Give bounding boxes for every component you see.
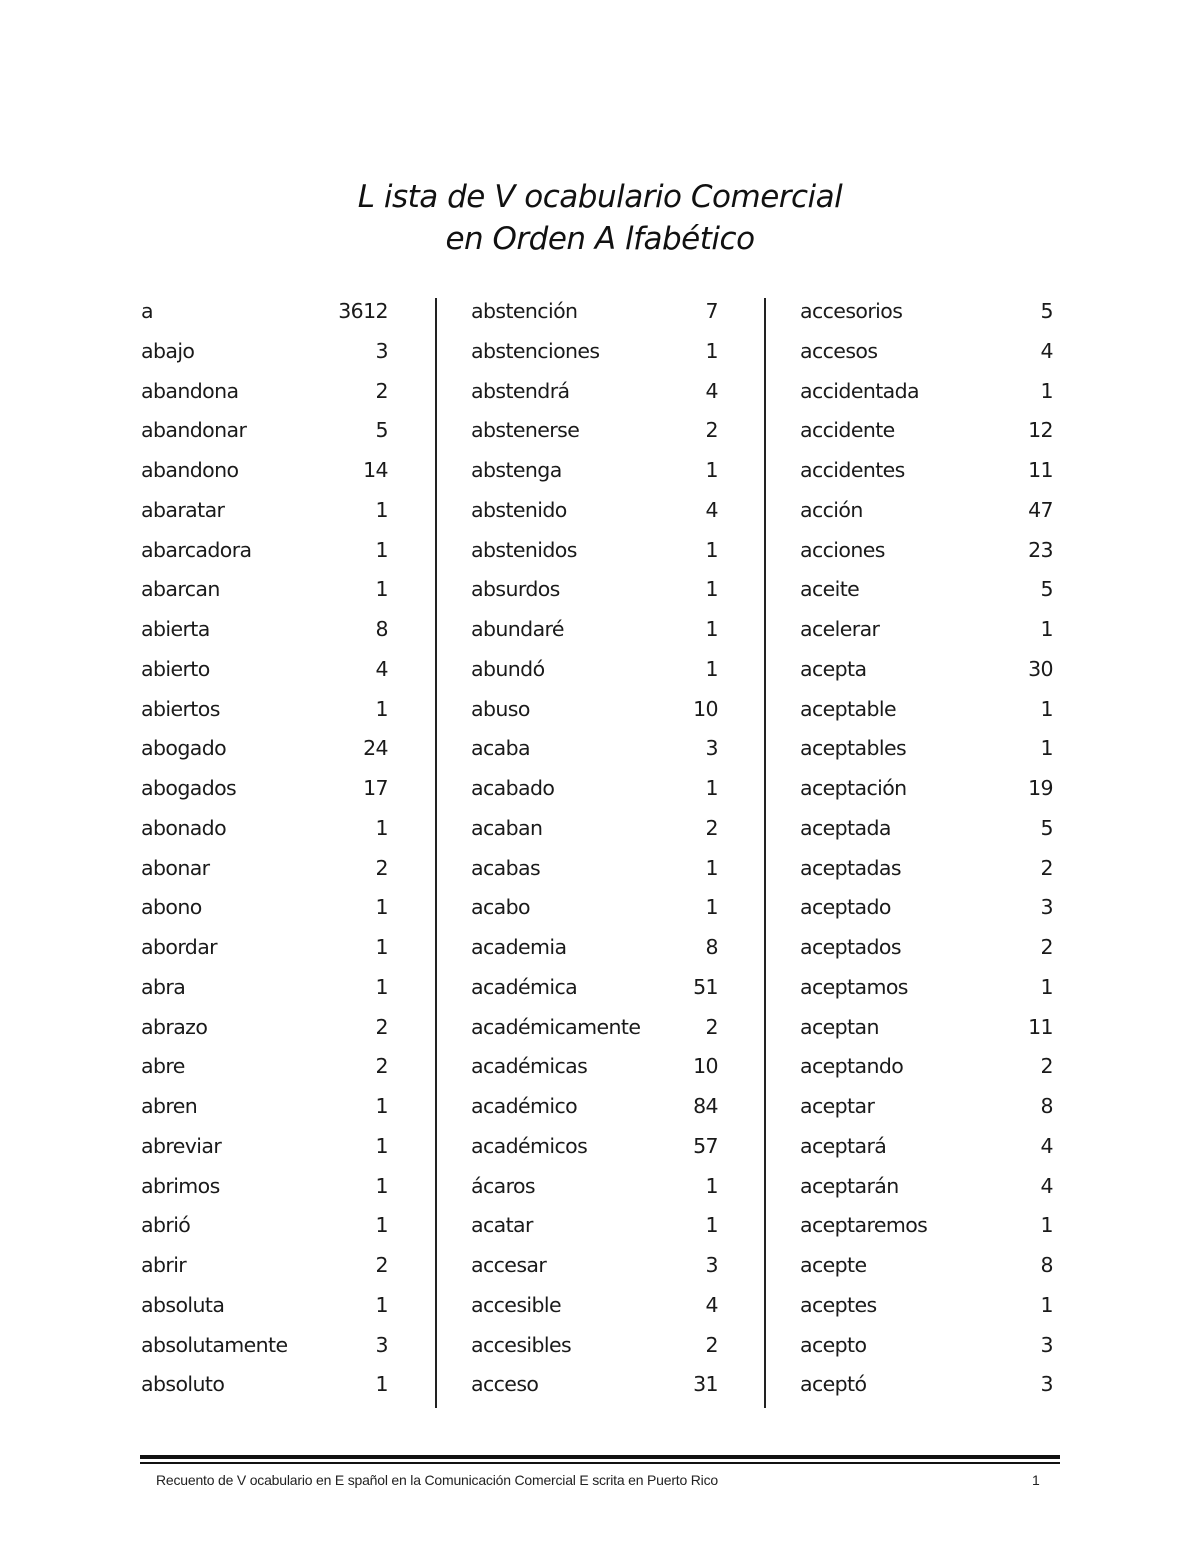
entry-word: aceptable bbox=[800, 696, 896, 721]
entry-word: aceptan bbox=[800, 1014, 879, 1039]
entry-count: 51 bbox=[693, 974, 718, 999]
footer-rule-thin bbox=[140, 1462, 1060, 1464]
footer-text: Recuento de V ocabulario en E spañol en la Comunicación Comercial E scrita en Puerto Rico bbox=[156, 1472, 718, 1488]
entry-word: académica bbox=[471, 974, 578, 999]
entry-word: abrir bbox=[141, 1253, 187, 1277]
vocabulary-entry bbox=[140, 531, 390, 571]
entry-word: acepta bbox=[800, 656, 867, 681]
entry-count: 1 bbox=[1040, 974, 1053, 999]
entry-count: 1 bbox=[705, 537, 718, 562]
entry-count: 5 bbox=[1040, 299, 1053, 323]
vocabulary-entry bbox=[140, 1167, 390, 1207]
entry-word: abrimos bbox=[141, 1173, 220, 1198]
title-line-1: L ista de V ocabulario Comercial bbox=[357, 179, 843, 215]
vocabulary-entry bbox=[140, 1246, 390, 1286]
entry-word: accesorios bbox=[800, 299, 903, 323]
entry-word: abaratar bbox=[141, 497, 225, 522]
entry-word: absolutamente bbox=[141, 1332, 288, 1357]
vocabulary-entry bbox=[470, 570, 720, 610]
entry-word: accesar bbox=[471, 1253, 547, 1277]
entry-word: acabado bbox=[471, 776, 555, 800]
vocabulary-entry bbox=[799, 729, 1053, 769]
entry-count: 84 bbox=[693, 1094, 718, 1118]
vocabulary-entry bbox=[140, 332, 390, 372]
entry-word: academia bbox=[471, 935, 567, 959]
vocabulary-column-2 bbox=[470, 292, 720, 1405]
entry-word: abundaré bbox=[471, 617, 564, 641]
entry-count: 1 bbox=[1040, 617, 1053, 641]
vocabulary-entry bbox=[470, 451, 720, 491]
entry-word: accesos bbox=[800, 338, 878, 363]
entry-count: 4 bbox=[1040, 1133, 1053, 1158]
entry-count: 19 bbox=[1028, 776, 1053, 800]
entry-count: 14 bbox=[363, 458, 388, 482]
title-line-2: en Orden A lfabético bbox=[445, 221, 755, 257]
entry-count: 3612 bbox=[338, 299, 388, 323]
entry-count: 10 bbox=[693, 696, 718, 721]
entry-count: 4 bbox=[705, 1292, 718, 1317]
vocabulary-entry bbox=[470, 888, 720, 928]
entry-count: 1 bbox=[705, 895, 718, 920]
entry-word: académico bbox=[471, 1094, 578, 1118]
entry-word: abre bbox=[141, 1054, 185, 1079]
vocabulary-entry bbox=[140, 372, 390, 412]
vocabulary-entry bbox=[799, 372, 1053, 412]
entry-word: ácaros bbox=[471, 1173, 535, 1198]
entry-word: absoluta bbox=[141, 1292, 225, 1317]
entry-word: acciones bbox=[800, 537, 885, 562]
entry-count: 2 bbox=[705, 1014, 718, 1039]
entry-count: 5 bbox=[1040, 815, 1053, 840]
entry-word: aceptadas bbox=[800, 855, 901, 880]
vocabulary-entry bbox=[140, 1047, 390, 1087]
entry-word: abandono bbox=[141, 458, 239, 482]
entry-word: aceite bbox=[800, 577, 860, 602]
entry-count: 2 bbox=[375, 378, 388, 403]
entry-count: 11 bbox=[1028, 458, 1053, 482]
entry-count: 5 bbox=[1040, 577, 1053, 602]
vocabulary-entry bbox=[140, 928, 390, 968]
entry-word: acaba bbox=[471, 736, 530, 761]
vocabulary-entry bbox=[140, 610, 390, 650]
entry-count: 3 bbox=[375, 1332, 388, 1357]
entry-count: 1 bbox=[705, 338, 718, 363]
entry-word: abarcan bbox=[141, 577, 220, 602]
vocabulary-entry bbox=[140, 849, 390, 889]
vocabulary-entry bbox=[470, 849, 720, 889]
vocabulary-entry bbox=[470, 769, 720, 809]
page-title bbox=[0, 176, 1200, 260]
vocabulary-entry bbox=[799, 769, 1053, 809]
entry-word: acaban bbox=[471, 815, 543, 840]
vocabulary-entry bbox=[470, 292, 720, 332]
vocabulary-entry bbox=[470, 1365, 720, 1405]
entry-word: abstenga bbox=[471, 458, 562, 482]
entry-count: 1 bbox=[375, 1094, 388, 1118]
vocabulary-entry bbox=[470, 729, 720, 769]
vocabulary-entry bbox=[470, 928, 720, 968]
entry-word: abstenido bbox=[471, 497, 567, 522]
vocabulary-entry bbox=[470, 531, 720, 571]
vocabulary-entry bbox=[799, 411, 1053, 451]
vocabulary-entry bbox=[470, 1206, 720, 1246]
vocabulary-entry bbox=[140, 968, 390, 1008]
vocabulary-entry bbox=[470, 1008, 720, 1048]
entry-word: aceptables bbox=[800, 736, 907, 761]
entry-word: abarcadora bbox=[141, 537, 252, 562]
vocabulary-entry bbox=[799, 1047, 1053, 1087]
vocabulary-entry bbox=[140, 570, 390, 610]
entry-count: 1 bbox=[375, 895, 388, 920]
entry-count: 1 bbox=[375, 935, 388, 959]
entry-count: 4 bbox=[705, 378, 718, 403]
entry-word: aceptó bbox=[800, 1372, 867, 1397]
vocabulary-list bbox=[140, 292, 1060, 1408]
entry-word: abono bbox=[141, 895, 202, 920]
vocabulary-entry bbox=[470, 1087, 720, 1127]
entry-count: 2 bbox=[705, 418, 718, 443]
vocabulary-entry bbox=[140, 1206, 390, 1246]
entry-count: 1 bbox=[1040, 378, 1053, 403]
entry-count: 1 bbox=[705, 458, 718, 482]
entry-word: abonado bbox=[141, 815, 227, 840]
entry-word: aceptamos bbox=[800, 974, 908, 999]
entry-count: 3 bbox=[1040, 895, 1053, 920]
entry-word: abstenerse bbox=[471, 418, 580, 443]
entry-count: 1 bbox=[705, 1173, 718, 1198]
vocabulary-entry bbox=[799, 610, 1053, 650]
vocabulary-entry bbox=[799, 849, 1053, 889]
entry-count: 8 bbox=[375, 617, 388, 641]
entry-word: abiertos bbox=[141, 696, 220, 721]
vocabulary-entry bbox=[140, 491, 390, 531]
vocabulary-entry bbox=[140, 411, 390, 451]
entry-word: abrió bbox=[141, 1213, 191, 1238]
entry-word: acelerar bbox=[800, 617, 880, 641]
entry-count: 3 bbox=[1040, 1332, 1053, 1357]
entry-count: 5 bbox=[375, 418, 388, 443]
entry-count: 3 bbox=[1040, 1372, 1053, 1397]
entry-count: 1 bbox=[1040, 736, 1053, 761]
entry-count: 1 bbox=[375, 497, 388, 522]
vocabulary-entry bbox=[799, 1167, 1053, 1207]
entry-count: 23 bbox=[1028, 537, 1053, 562]
vocabulary-entry bbox=[799, 570, 1053, 610]
entry-word: acabas bbox=[471, 855, 541, 880]
vocabulary-entry bbox=[470, 411, 720, 451]
vocabulary-entry bbox=[140, 1326, 390, 1366]
vocabulary-entry bbox=[799, 1206, 1053, 1246]
entry-count: 47 bbox=[1028, 497, 1053, 522]
entry-count: 4 bbox=[375, 656, 388, 681]
vocabulary-entry bbox=[470, 1286, 720, 1326]
entry-count: 2 bbox=[375, 855, 388, 880]
entry-word: aceptando bbox=[800, 1054, 904, 1079]
entry-word: aceptado bbox=[800, 895, 891, 920]
entry-word: abstenciones bbox=[471, 338, 600, 363]
entry-word: aceptará bbox=[800, 1133, 887, 1158]
entry-word: absurdos bbox=[471, 577, 560, 602]
vocabulary-entry bbox=[799, 968, 1053, 1008]
entry-count: 1 bbox=[705, 577, 718, 602]
vocabulary-entry bbox=[140, 1008, 390, 1048]
vocabulary-entry bbox=[799, 888, 1053, 928]
vocabulary-entry bbox=[799, 491, 1053, 531]
vocabulary-entry bbox=[799, 809, 1053, 849]
entry-word: abra bbox=[141, 974, 186, 999]
entry-word: accidentada bbox=[800, 378, 919, 403]
vocabulary-entry bbox=[799, 1365, 1053, 1405]
entry-word: académicos bbox=[471, 1133, 588, 1158]
entry-count: 8 bbox=[1040, 1094, 1053, 1118]
entry-word: acabo bbox=[471, 895, 530, 920]
vocabulary-entry bbox=[799, 1326, 1053, 1366]
entry-word: acceso bbox=[471, 1372, 539, 1397]
entry-word: abierta bbox=[141, 617, 210, 641]
entry-count: 8 bbox=[1040, 1253, 1053, 1277]
vocabulary-entry bbox=[470, 968, 720, 1008]
entry-word: abogados bbox=[141, 776, 237, 800]
entry-word: abandonar bbox=[141, 418, 247, 443]
entry-count: 1 bbox=[375, 577, 388, 602]
vocabulary-entry bbox=[140, 1087, 390, 1127]
vocabulary-entry bbox=[470, 372, 720, 412]
entry-count: 57 bbox=[693, 1133, 718, 1158]
entry-count: 1 bbox=[375, 974, 388, 999]
entry-count: 2 bbox=[375, 1014, 388, 1039]
entry-word: aceptar bbox=[800, 1094, 875, 1118]
entry-count: 1 bbox=[705, 1213, 718, 1238]
entry-word: abundó bbox=[471, 656, 545, 681]
entry-count: 1 bbox=[1040, 1213, 1053, 1238]
entry-count: 1 bbox=[705, 855, 718, 880]
entry-word: académicamente bbox=[471, 1014, 641, 1039]
entry-word: abonar bbox=[141, 855, 210, 880]
vocabulary-entry bbox=[799, 1087, 1053, 1127]
vocabulary-entry bbox=[799, 690, 1053, 730]
entry-count: 1 bbox=[375, 537, 388, 562]
entry-word: aceptaremos bbox=[800, 1213, 928, 1238]
vocabulary-entry bbox=[799, 332, 1053, 372]
entry-count: 2 bbox=[1040, 935, 1053, 959]
entry-word: absoluto bbox=[141, 1372, 225, 1397]
vocabulary-entry bbox=[140, 650, 390, 690]
entry-word: abuso bbox=[471, 696, 530, 721]
vocabulary-entry bbox=[140, 451, 390, 491]
entry-count: 2 bbox=[705, 1332, 718, 1357]
entry-word: aceptada bbox=[800, 815, 891, 840]
entry-word: abren bbox=[141, 1094, 198, 1118]
entry-word: académicas bbox=[471, 1054, 588, 1079]
entry-word: abrazo bbox=[141, 1014, 208, 1039]
entry-count: 3 bbox=[705, 1253, 718, 1277]
entry-word: acatar bbox=[471, 1213, 533, 1238]
entry-word: acepto bbox=[800, 1332, 867, 1357]
entry-count: 4 bbox=[1040, 1173, 1053, 1198]
vocabulary-entry bbox=[140, 292, 390, 332]
vocabulary-entry bbox=[799, 1246, 1053, 1286]
vocabulary-entry bbox=[799, 1127, 1053, 1167]
vocabulary-entry bbox=[470, 809, 720, 849]
entry-count: 4 bbox=[705, 497, 718, 522]
entry-count: 30 bbox=[1028, 656, 1053, 681]
entry-count: 2 bbox=[705, 815, 718, 840]
vocabulary-entry bbox=[140, 769, 390, 809]
vocabulary-entry bbox=[470, 610, 720, 650]
entry-count: 2 bbox=[375, 1253, 388, 1277]
entry-word: aceptarán bbox=[800, 1173, 899, 1198]
vocabulary-entry bbox=[470, 491, 720, 531]
footer-rule-thick bbox=[140, 1455, 1060, 1459]
entry-word: aceptes bbox=[800, 1292, 877, 1317]
vocabulary-entry bbox=[470, 332, 720, 372]
vocabulary-entry bbox=[799, 928, 1053, 968]
vocabulary-entry bbox=[140, 1127, 390, 1167]
vocabulary-entry bbox=[140, 690, 390, 730]
vocabulary-entry bbox=[140, 1286, 390, 1326]
entry-count: 1 bbox=[705, 656, 718, 681]
entry-count: 1 bbox=[375, 696, 388, 721]
entry-word: acepte bbox=[800, 1253, 867, 1277]
vocabulary-entry bbox=[470, 1167, 720, 1207]
entry-count: 2 bbox=[375, 1054, 388, 1079]
entry-word: aceptación bbox=[800, 776, 907, 800]
entry-word: accidentes bbox=[800, 458, 905, 482]
entry-word: accesible bbox=[471, 1292, 562, 1317]
vocabulary-entry bbox=[799, 1008, 1053, 1048]
column-divider bbox=[764, 298, 766, 1408]
entry-word: accesibles bbox=[471, 1332, 572, 1357]
vocabulary-entry bbox=[470, 690, 720, 730]
entry-count: 1 bbox=[1040, 1292, 1053, 1317]
entry-count: 11 bbox=[1028, 1014, 1053, 1039]
entry-count: 2 bbox=[1040, 855, 1053, 880]
column-divider bbox=[435, 298, 437, 1408]
entry-count: 1 bbox=[375, 1372, 388, 1397]
entry-word: abordar bbox=[141, 935, 217, 959]
entry-count: 1 bbox=[705, 617, 718, 641]
entry-count: 24 bbox=[363, 736, 388, 761]
entry-count: 1 bbox=[705, 776, 718, 800]
entry-word: abierto bbox=[141, 656, 210, 681]
entry-count: 1 bbox=[375, 815, 388, 840]
entry-count: 3 bbox=[375, 338, 388, 363]
entry-word: abstenidos bbox=[471, 537, 577, 562]
entry-count: 12 bbox=[1028, 418, 1053, 443]
entry-word: abstención bbox=[471, 299, 578, 323]
entry-word: aceptados bbox=[800, 935, 901, 959]
entry-count: 17 bbox=[363, 776, 388, 800]
entry-count: 1 bbox=[375, 1213, 388, 1238]
vocabulary-entry bbox=[470, 1047, 720, 1087]
entry-word: a bbox=[141, 299, 153, 323]
vocabulary-entry bbox=[470, 650, 720, 690]
entry-count: 1 bbox=[1040, 696, 1053, 721]
entry-word: abogado bbox=[141, 736, 227, 761]
entry-count: 1 bbox=[375, 1292, 388, 1317]
entry-count: 2 bbox=[1040, 1054, 1053, 1079]
page-number: 1 bbox=[1032, 1472, 1040, 1488]
entry-count: 3 bbox=[705, 736, 718, 761]
vocabulary-entry bbox=[470, 1326, 720, 1366]
vocabulary-entry bbox=[140, 888, 390, 928]
entry-count: 10 bbox=[693, 1054, 718, 1079]
vocabulary-column-1 bbox=[140, 292, 390, 1405]
vocabulary-entry bbox=[140, 1365, 390, 1405]
entry-word: abreviar bbox=[141, 1133, 222, 1158]
entry-count: 4 bbox=[1040, 338, 1053, 363]
entry-count: 1 bbox=[375, 1173, 388, 1198]
entry-word: acción bbox=[800, 497, 863, 522]
entry-count: 1 bbox=[375, 1133, 388, 1158]
vocabulary-entry bbox=[799, 531, 1053, 571]
vocabulary-entry bbox=[470, 1246, 720, 1286]
entry-word: abandona bbox=[141, 378, 239, 403]
vocabulary-entry bbox=[140, 729, 390, 769]
vocabulary-entry bbox=[140, 809, 390, 849]
vocabulary-entry bbox=[799, 650, 1053, 690]
entry-count: 31 bbox=[693, 1372, 718, 1397]
entry-word: accidente bbox=[800, 418, 895, 443]
vocabulary-entry bbox=[470, 1127, 720, 1167]
vocabulary-entry bbox=[799, 451, 1053, 491]
vocabulary-column-3 bbox=[799, 292, 1053, 1405]
vocabulary-entry bbox=[799, 1286, 1053, 1326]
vocabulary-entry bbox=[799, 292, 1053, 332]
entry-count: 7 bbox=[705, 299, 718, 323]
entry-word: abstendrá bbox=[471, 378, 570, 403]
entry-count: 8 bbox=[705, 935, 718, 959]
entry-word: abajo bbox=[141, 338, 195, 363]
